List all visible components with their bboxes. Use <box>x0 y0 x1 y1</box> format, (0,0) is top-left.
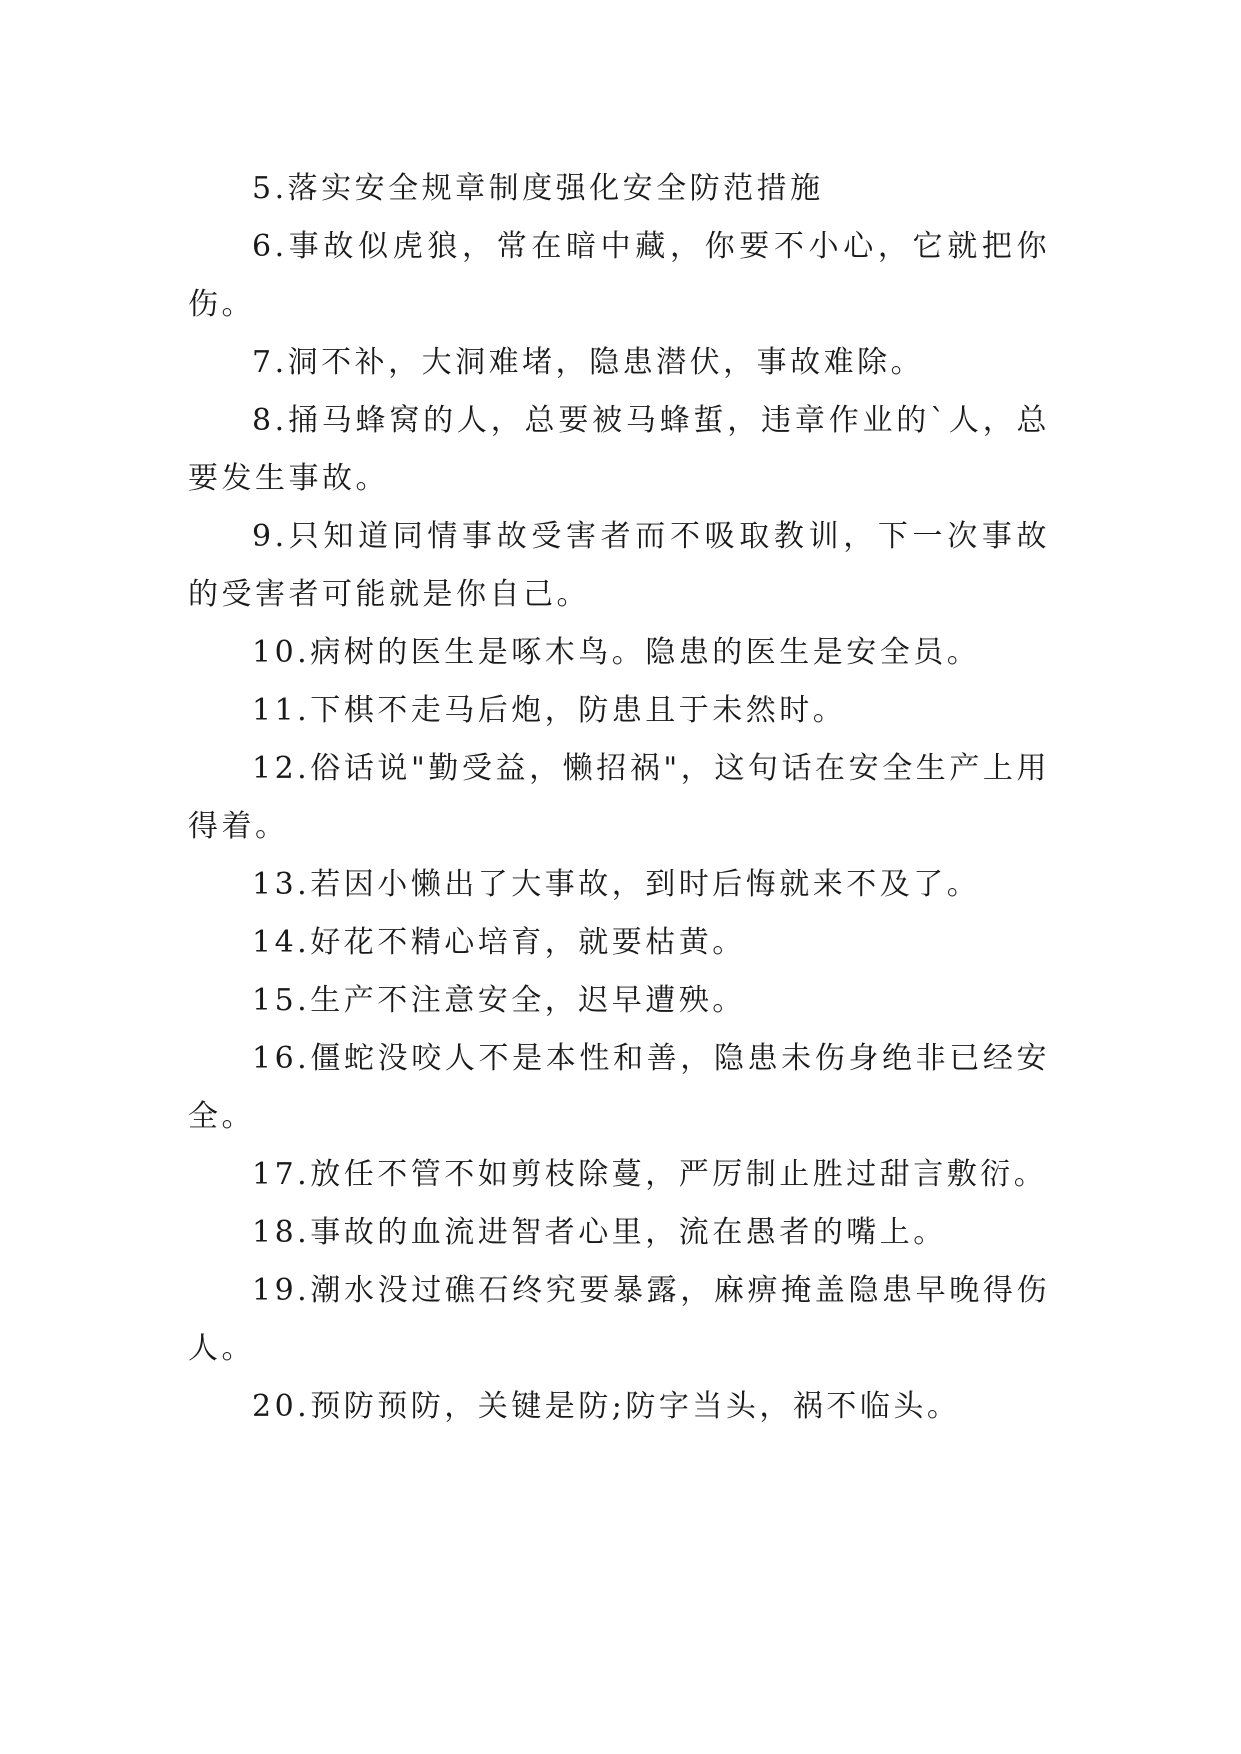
paragraph-item-13: 13.若因小懒出了大事故，到时后悔就来不及了。 <box>252 867 981 902</box>
paragraph-item-9: 9.只知道同情事故受害者而不吸取教训，下一次事故的受害者可能就是你自己。 <box>188 519 1050 612</box>
paragraph-item-17: 17.放任不管不如剪枝除蔓，严厉制止胜过甜言敷衍。 <box>252 1157 1048 1192</box>
paragraph-item-14: 14.好花不精心培育，就要枯黄。 <box>252 925 746 960</box>
paragraph-item-10: 10.病树的医生是啄木鸟。隐患的医生是安全员。 <box>252 635 981 670</box>
paragraph-item-8: 8.捅马蜂窝的人，总要被马蜂蜇，违章作业的`人，总要发生事故。 <box>188 403 1050 496</box>
document-body <box>188 160 1050 1436</box>
paragraph-item-7: 7.洞不补，大洞难堵，隐患潜伏，事故难除。 <box>252 345 925 380</box>
paragraph-item-6: 6.事故似虎狼，常在暗中藏，你要不小心，它就把你伤。 <box>188 229 1050 322</box>
paragraph-item-18: 18.事故的血流进智者心里，流在愚者的嘴上。 <box>252 1215 947 1250</box>
paragraph-item-15: 15.生产不注意安全，迟早遭殃。 <box>252 983 746 1018</box>
paragraph-item-19: 19.潮水没过礁石终究要暴露，麻痹掩盖隐患早晚得伤人。 <box>188 1273 1050 1366</box>
paragraph-item-11: 11.下棋不走马后炮，防患且于未然时。 <box>252 693 847 728</box>
paragraph-item-16: 16.僵蛇没咬人不是本性和善，隐患未伤身绝非已经安全。 <box>188 1041 1050 1134</box>
paragraph-item-5: 5.落实安全规章制度强化安全防范措施 <box>252 171 824 206</box>
paragraph-item-20: 20.预防预防，关键是防;防字当头，祸不临头。 <box>252 1389 961 1424</box>
paragraph-item-12: 12.俗话说"勤受益，懒招祸"，这句话在安全生产上用得着。 <box>188 751 1050 844</box>
